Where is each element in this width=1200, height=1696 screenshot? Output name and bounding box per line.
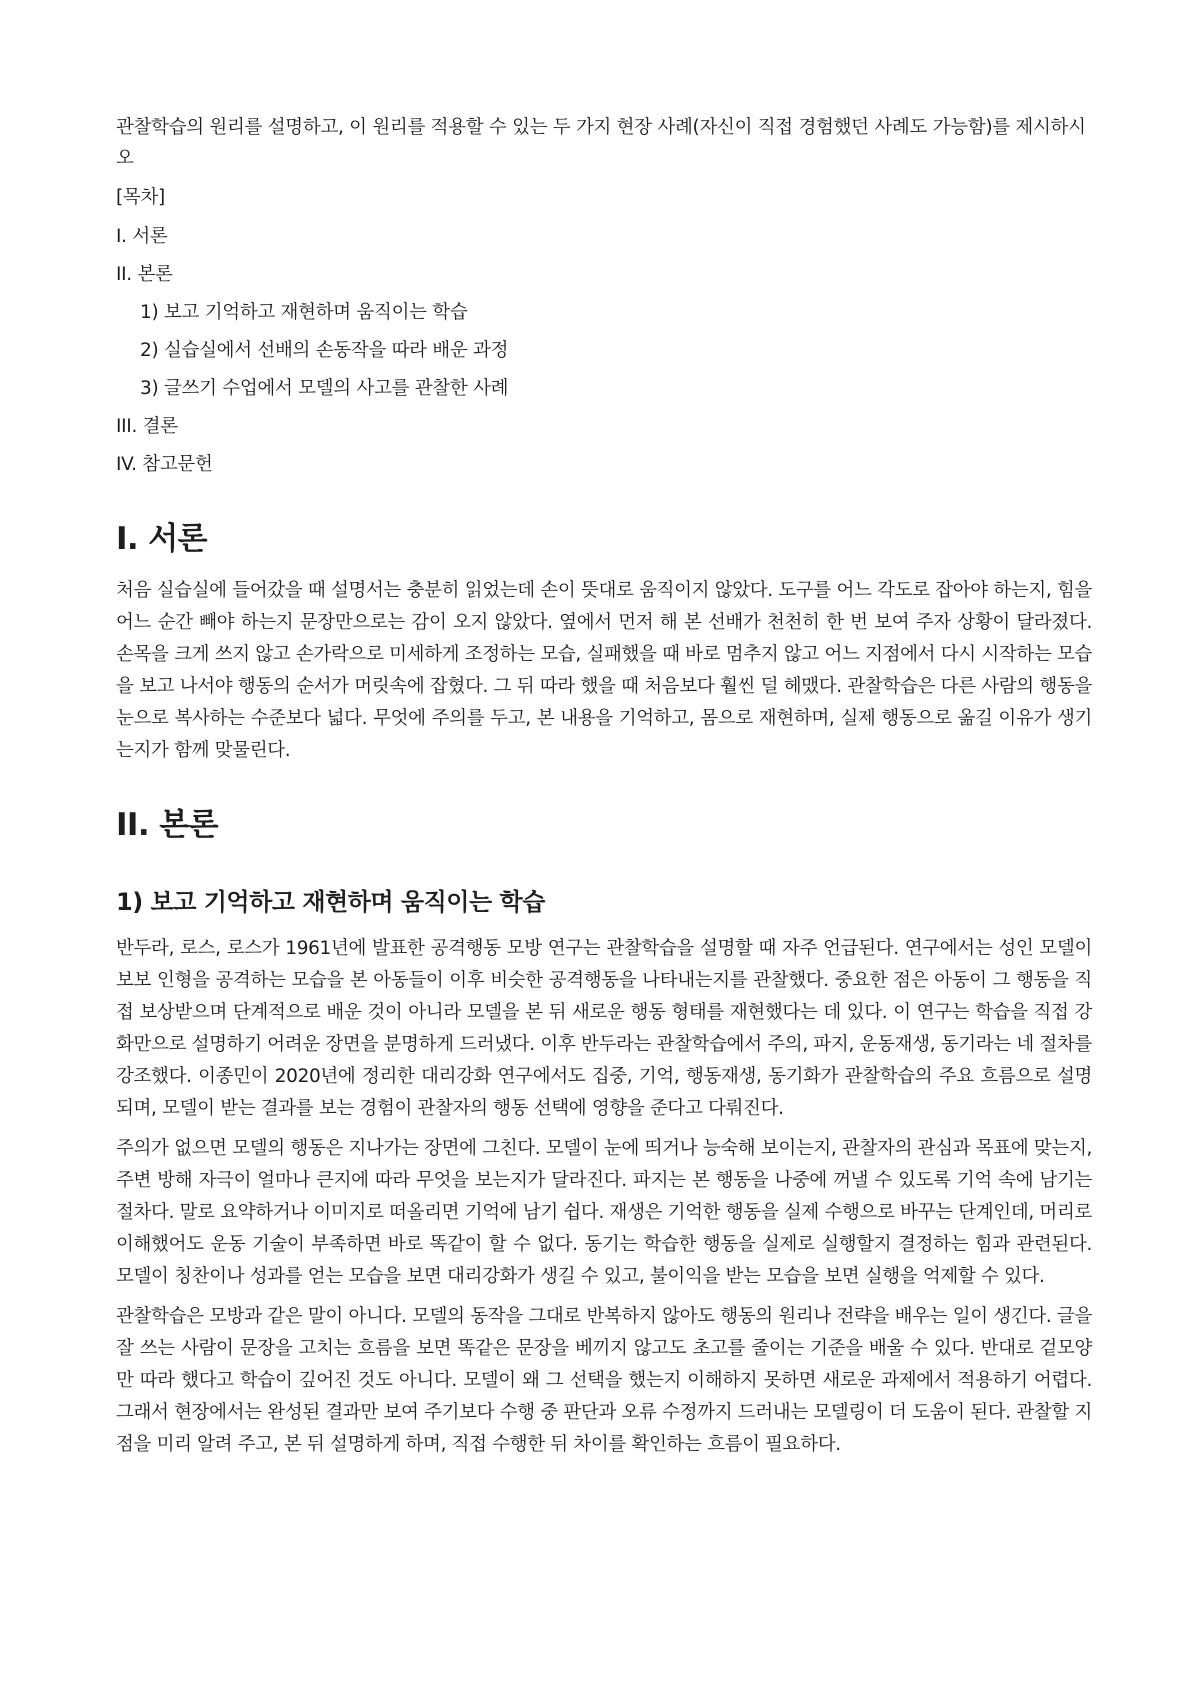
toc-title: [목차] bbox=[116, 187, 165, 208]
toc-item-references: IV. 참고문헌 bbox=[116, 454, 213, 475]
intro-paragraph: 처음 실습실에 들어갔을 때 설명서는 충분히 읽었는데 손이 뜻대로 움직이지 않았다. 도구를 어느 각도로 잡아야 하는지, 힘을 어느 순간 빼야 하는지 문장만으로는 감이 오지 않았다. 옆에서 먼저 해 본 선배가 천천히 한 번 보여 주자 상황이 달라졌다. 손목을 크게 쓰지 않고 손가락으로 미세하게 조정하는 모습, 실패했을 때 바로 멈추지 않고 어느 지점에서 다시 시작하는 모습을 보고 나서야 행동의 순서가 머릿속에 잡혔다. 그 뒤 따라 했을 때 처음보다 훨씬 덜 헤맸다. 관찰학습은 다른 사람의 행동을 눈으로 복사하는 수준보다 넓다. 무엇에 주의를 두고, 본 내용을 기억하고, 몸으로 재현하며, 실제 행동으로 옮길 이유가 생기는지가 함께 맞물린다. bbox=[116, 580, 1092, 761]
body-paragraph-1: 반두라, 로스, 로스가 1961년에 발표한 공격행동 모방 연구는 관찰학습을 설명할 때 자주 언급된다. 연구에서는 성인 모델이 보보 인형을 공격하는 모습을 본 아동들이 이후 비슷한 공격행동을 나타내는지를 관찰했다. 중요한 점은 아동이 그 행동을 직접 보상받으며 단계적으로 배운 것이 아니라 모델을 본 뒤 새로운 행동 형태를 재현했다는 데 있다. 이 연구는 학습을 직접 강화만으로 설명하기 어려운 장면을 분명하게 드러냈다. 이후 반두라는 관찰학습에서 주의, 파지, 운동재생, 동기라는 네 절차를 강조했다. 이종민이 2020년에 정리한 대리강화 연구에서도 집중, 기억, 행동재생, 동기화가 관찰학습의 주요 흐름으로 설명되며, 모델이 받는 결과를 보는 경험이 관찰자의 행동 선택에 영향을 준다고 다뤄진다. bbox=[116, 938, 1092, 1119]
toc-item-body-sub2: 2) 실습실에서 선배의 손동작을 따라 배운 과정 bbox=[140, 340, 509, 361]
document-page bbox=[116, 112, 1092, 1469]
toc-item-body-sub3: 3) 글쓰기 수업에서 모델의 사고를 관찰한 사례 bbox=[140, 378, 509, 399]
body-paragraph-3: 관찰학습은 모방과 같은 말이 아니다. 모델의 동작을 그대로 반복하지 않아도 행동의 원리나 전략을 배우는 일이 생긴다. 글을 잘 쓰는 사람이 문장을 고치는 흐름을 보면 똑같은 문장을 베끼지 않고도 초고를 줄이는 기준을 배울 수 있다. 반대로 겉모양만 따라 했다고 학습이 깊어진 것도 아니다. 모델이 왜 그 선택을 했는지 이해하지 못하면 새로운 과제에서 적용하기 어렵다. 그래서 현장에서는 완성된 결과만 보여 주기보다 수행 중 판단과 오류 수정까지 드러내는 모델링이 더 도움이 된다. 관찰할 지점을 미리 알려 주고, 본 뒤 설명하게 하며, 직접 수행한 뒤 차이를 확인하는 흐름이 필요하다. bbox=[116, 1306, 1092, 1455]
toc-item-intro: I. 서론 bbox=[116, 226, 168, 247]
toc-item-conclusion: III. 결론 bbox=[116, 416, 178, 437]
subsection-heading-1: 1) 보고 기억하고 재현하며 움직이는 학습 bbox=[116, 888, 545, 916]
toc-item-body-sub1: 1) 보고 기억하고 재현하며 움직이는 학습 bbox=[140, 302, 468, 323]
section-heading-body: II. 본론 bbox=[116, 807, 218, 843]
toc-item-body: II. 본론 bbox=[116, 264, 173, 285]
section-heading-intro: I. 서론 bbox=[116, 521, 207, 557]
table-of-contents bbox=[116, 184, 1092, 479]
assignment-prompt: 관찰학습의 원리를 설명하고, 이 원리를 적용할 수 있는 두 가지 현장 사례(자신이 직접 경험했던 사례도 가능함)를 제시하시오 bbox=[116, 117, 1086, 169]
body-paragraph-2: 주의가 없으면 모델의 행동은 지나가는 장면에 그친다. 모델이 눈에 띄거나 능숙해 보이는지, 관찰자의 관심과 목표에 맞는지, 주변 방해 자극이 얼마나 큰지에 따라 무엇을 보는지가 달라진다. 파지는 본 행동을 나중에 꺼낼 수 있도록 기억 속에 남기는 절차다. 말로 요약하거나 이미지로 떠올리면 기억에 남기 쉽다. 재생은 기억한 행동을 실제 수행으로 바꾸는 단계인데, 머리로 이해했어도 운동 기술이 부족하면 바로 똑같이 할 수 없다. 동기는 학습한 행동을 실제로 실행할지 결정하는 힘과 관련된다. 모델이 칭찬이나 성과를 얻는 모습을 보면 대리강화가 생길 수 있고, 불이익을 받는 모습을 보면 실행을 억제할 수 있다. bbox=[116, 1138, 1092, 1287]
